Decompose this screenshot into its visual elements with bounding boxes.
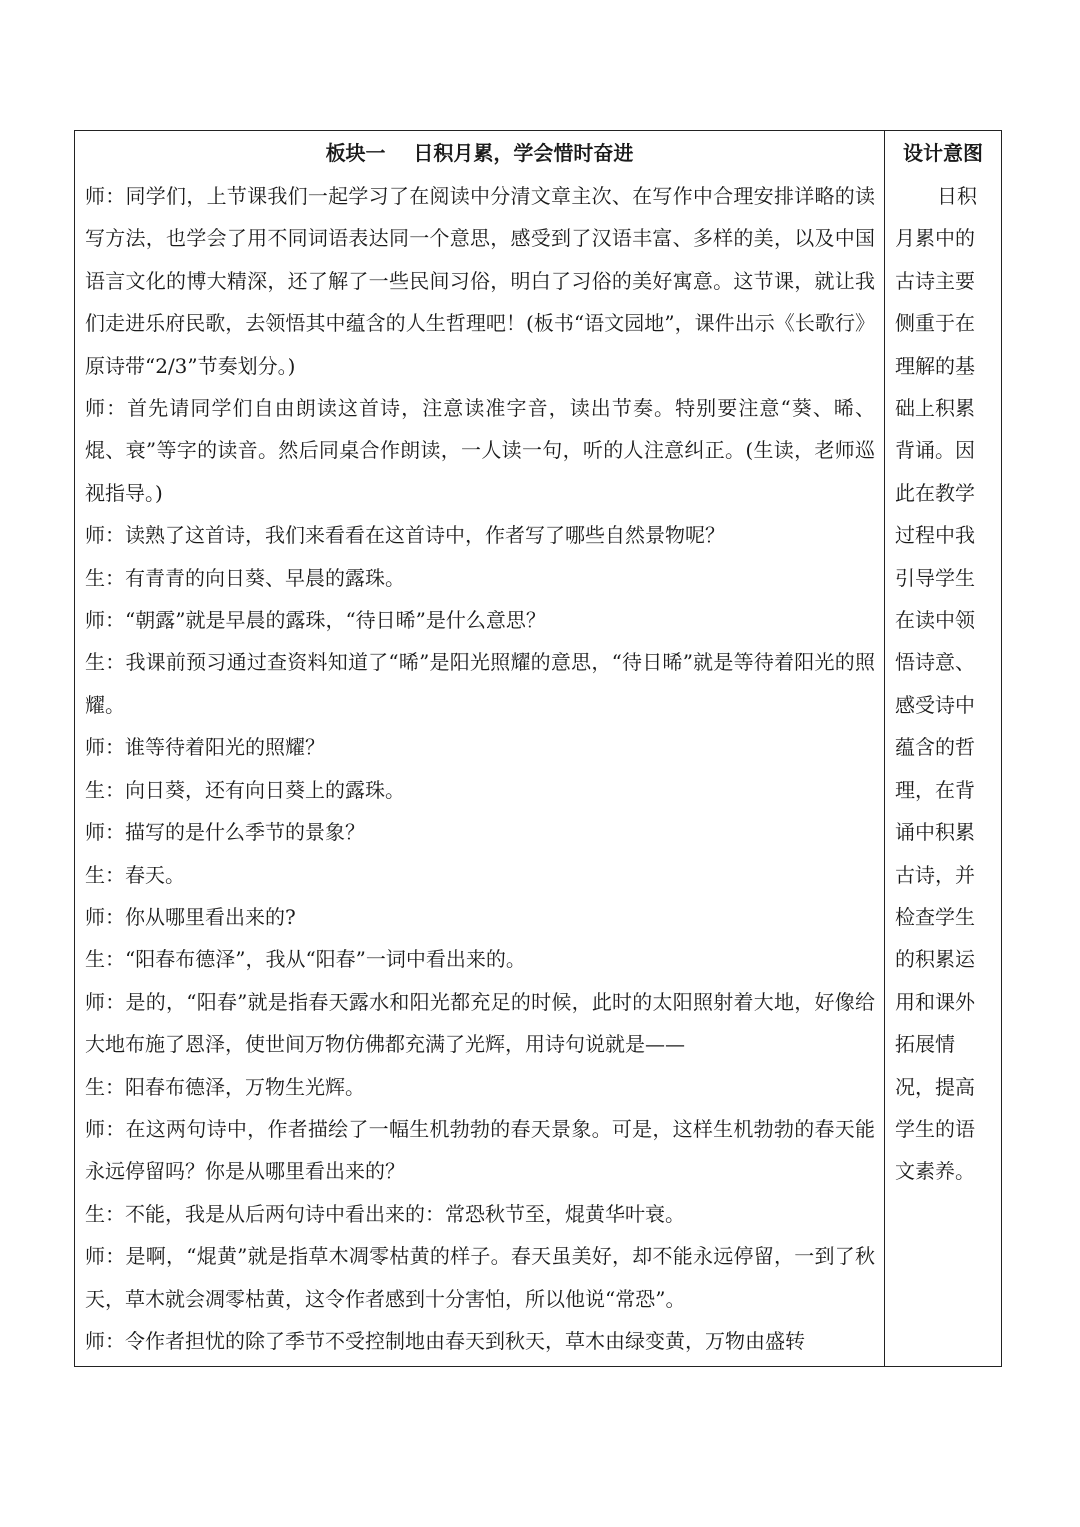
dialogue-line: 生：阳春布德泽，万物生光辉。 [85, 1074, 365, 1099]
design-intent-line: 拓展情 [895, 1032, 955, 1057]
design-intent-line: 础上积累 [895, 396, 975, 421]
design-intent-line: 理，在背 [895, 777, 975, 802]
design-intent-line: 侧重于在 [895, 311, 975, 336]
dialogue-line: 师：“朝露”就是早晨的露珠，“待日晞”是什么意思？ [85, 608, 546, 633]
teaching-process-column [75, 131, 885, 1366]
design-intent-line: 感受诗中 [895, 692, 975, 717]
design-intent-line: 背诵。因 [895, 438, 975, 463]
design-intent-line: 古诗主要 [895, 268, 975, 293]
lesson-plan-table [74, 130, 1002, 1367]
dialogue-line: 师：同学们，上节课我们一起学习了在阅读中分清文章主次、在写作中合理安排详略的读写方法，也学会了用不同词语表达同一个意思，感受到了汉语丰富、多样的美，以及中国语言文化的博大精深，还了解了一些民间习俗，明白了习俗的美好寓意。这节课，就让我们走进乐府民歌，去领悟其中蕴含的人生哲理吧！(板书“语文园地”，课件出示《长歌行》原诗带“2/3”节奏划分。) [85, 184, 875, 378]
design-intent-line: 用和课外 [895, 989, 975, 1014]
design-intent-line: 的积累运 [895, 947, 975, 972]
design-intent-line: 检查学生 [895, 904, 975, 929]
design-intent-line: 学生的语 [895, 1116, 975, 1141]
dialogue-line: 生：向日葵，还有向日葵上的露珠。 [85, 777, 405, 802]
section-title: 板块一 日积月累，学会惜时奋进 [325, 141, 634, 165]
design-intent-line: 理解的基 [895, 353, 975, 378]
design-intent-line: 过程中我 [895, 523, 975, 548]
dialogue-line: 师：谁等待着阳光的照耀？ [85, 735, 325, 760]
dialogue-line: 师：描写的是什么季节的景象？ [85, 820, 365, 845]
design-intent-line: 悟诗意、 [895, 650, 975, 675]
dialogue-line: 生：“阳春布德泽”，我从“阳春”一词中看出来的。 [85, 947, 526, 972]
design-intent-line: 月累中的 [895, 226, 975, 251]
dialogue-line: 师：在这两句诗中，作者描绘了一幅生机勃勃的春天景象。可是，这样生机勃勃的春天能永远停留吗？你是从哪里看出来的？ [85, 1116, 875, 1184]
dialogue-line: 师：你从哪里看出来的? [85, 904, 296, 929]
design-intent-line: 文素养。 [895, 1159, 975, 1184]
design-intent-line: 诵中积累 [895, 820, 975, 845]
dialogue-line: 师：是啊，“焜黄”就是指草木凋零枯黄的样子。春天虽美好，却不能永远停留，一到了秋天，草木就会凋零枯黄，这令作者感到十分害怕，所以他说“常恐”。 [85, 1244, 875, 1311]
design-intent-line: 日积 [937, 184, 977, 208]
dialogue-line: 师：读熟了这首诗，我们来看看在这首诗中，作者写了哪些自然景物呢？ [85, 523, 725, 548]
dialogue-line: 师：令作者担忧的除了季节不受控制地由春天到秋天，草木由绿变黄，万物由盛转 [85, 1328, 805, 1353]
design-intent-column [885, 131, 1001, 1366]
design-intent-line: 在读中领 [895, 608, 975, 633]
dialogue-line: 师：是的，“阳春”就是指春天露水和阳光都充足的时候，此时的太阳照射着大地，好像给大地布施了恩泽，使世间万物仿佛都充满了光辉，用诗句说就是—— [85, 989, 875, 1057]
dialogue-line: 生：春天。 [85, 862, 185, 887]
dialogue-block [85, 175, 875, 1362]
dialogue-line: 生：有青青的向日葵、早晨的露珠。 [85, 565, 405, 590]
dialogue-line: 师：首先请同学们自由朗读这首诗，注意读准字音，读出节奏。特别要注意“葵、晞、焜、衰”等字的读音。然后同桌合作朗读，一人读一句，听的人注意纠正。(生读，老师巡视指导。) [85, 396, 875, 505]
design-intent-title: 设计意图 [903, 141, 983, 165]
dialogue-line: 生：我课前预习通过查资料知道了“晞”是阳光照耀的意思，“待日晞”就是等待着阳光的照耀。 [85, 650, 875, 717]
design-intent-line: 蕴含的哲 [895, 735, 975, 760]
design-intent-line: 引导学生 [895, 565, 975, 590]
design-intent-line: 此在教学 [895, 480, 975, 505]
dialogue-line: 生：不能，我是从后两句诗中看出来的：常恐秋节至，焜黄华叶衰。 [85, 1201, 685, 1226]
design-intent-line: 古诗，并 [895, 862, 975, 887]
design-intent-text [895, 175, 985, 1193]
design-intent-line: 况，提高 [895, 1074, 975, 1099]
